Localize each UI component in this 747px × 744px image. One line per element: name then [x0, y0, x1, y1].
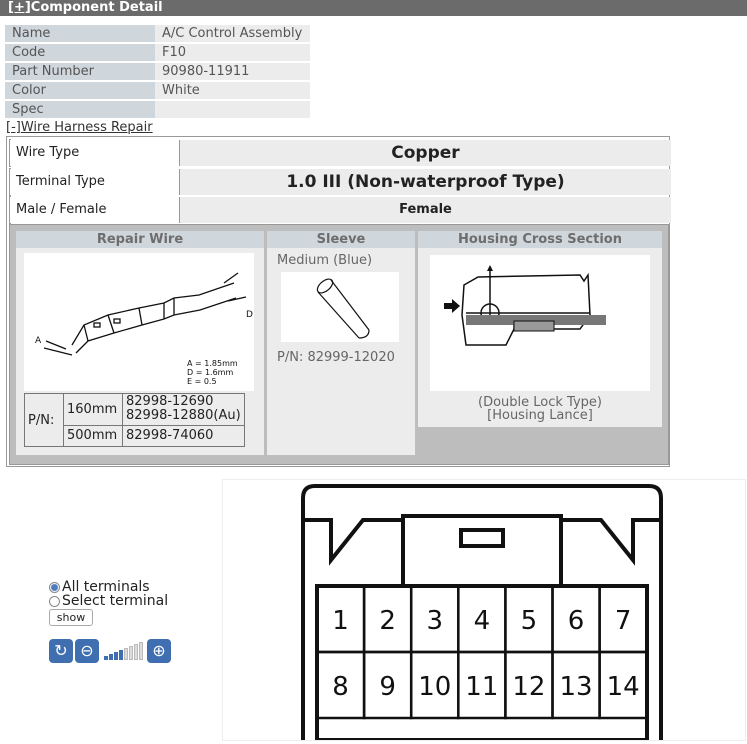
zoom-level-bar[interactable] — [129, 646, 133, 660]
sleeve-desc: Medium (Blue) — [277, 253, 373, 268]
radio-all-terminals-label[interactable]: All terminals — [62, 579, 150, 595]
component-detail-header — [0, 0, 747, 16]
male-female-row — [9, 196, 452, 224]
sleeve-pn: P/N: 82999-12020 — [277, 350, 395, 365]
component-detail-toggle[interactable]: [+] — [8, 0, 31, 15]
info-label: Code — [5, 44, 155, 61]
repair-parts-area — [9, 224, 669, 465]
wire-harness-repair-link[interactable] — [6, 120, 153, 135]
terminal-number[interactable]: 7 — [614, 606, 632, 636]
radio-all-terminals-circle[interactable] — [49, 582, 60, 593]
pn-length: 500mm — [64, 425, 123, 446]
wire-harness-panel — [6, 136, 670, 467]
dim-a-label: A — [35, 336, 42, 346]
wire-type-value: Copper — [179, 140, 671, 166]
info-value: White — [155, 82, 310, 99]
sleeve-panel — [267, 231, 415, 455]
terminal-type-value: 1.0 III (Non-waterproof Type) — [179, 169, 671, 195]
connector-diagram — [222, 479, 746, 741]
refresh-icon: ↻ — [54, 641, 68, 660]
repair-wire-panel — [16, 231, 264, 455]
info-value: F10 — [155, 44, 310, 61]
repair-wire-diagram — [24, 253, 254, 391]
dim-a-text: A = 1.85mm — [187, 359, 238, 368]
pn-part: 82998-12690 — [126, 394, 214, 410]
info-label: Color — [5, 82, 155, 99]
dim-d-label: D — [246, 310, 253, 320]
terminal-number[interactable]: 12 — [512, 672, 546, 702]
info-row-name — [5, 25, 310, 42]
zoom-level-bar[interactable] — [119, 650, 123, 660]
wire-type-label: Wire Type — [10, 140, 180, 166]
component-detail-title: Component Detail — [30, 0, 163, 15]
housing-diagram — [430, 255, 650, 391]
sleeve-title: Sleeve — [267, 231, 415, 248]
radio-select-terminal[interactable] — [49, 594, 168, 608]
radio-select-terminal-label[interactable]: Select terminal — [62, 593, 169, 609]
info-label: Spec — [5, 101, 155, 118]
terminal-number[interactable]: 14 — [606, 672, 640, 702]
component-info-table — [5, 23, 310, 120]
sleeve-image — [281, 272, 399, 342]
zoom-level-bar[interactable] — [104, 656, 108, 660]
sleeve-diagram — [281, 272, 399, 342]
info-row-spec — [5, 101, 310, 118]
terminal-number[interactable]: 10 — [418, 672, 452, 702]
repair-wire-image — [24, 253, 254, 391]
zoom-out-button[interactable] — [75, 639, 99, 663]
housing-caption-1: (Double Lock Type) — [478, 395, 602, 410]
zoom-level-bar[interactable] — [139, 642, 143, 660]
terminal-number[interactable]: 2 — [379, 606, 396, 636]
dim-d-text: D = 1.6mm — [187, 368, 234, 377]
terminal-type-label: Terminal Type — [10, 169, 180, 195]
terminal-number[interactable]: 4 — [473, 606, 491, 636]
info-row-part-number — [5, 63, 310, 80]
housing-panel — [418, 231, 662, 427]
zoom-level-indicator[interactable] — [104, 642, 144, 660]
repair-wire-pn-table — [24, 393, 245, 447]
repair-wire-title: Repair Wire — [16, 231, 264, 248]
male-female-value: Female — [179, 197, 671, 223]
zoom-controls — [49, 639, 173, 663]
info-row-code — [5, 44, 310, 61]
terminal-number[interactable]: 1 — [332, 606, 349, 636]
info-label: Part Number — [5, 63, 155, 80]
pn-part: 82998-12880(Au) — [126, 408, 241, 424]
info-value — [155, 101, 310, 118]
housing-image — [430, 255, 650, 391]
zoom-level-bar[interactable] — [134, 644, 138, 660]
zoom-in-icon: ⊕ — [152, 641, 166, 660]
reset-zoom-button[interactable] — [49, 639, 73, 663]
wire-type-row — [9, 139, 460, 167]
terminal-number[interactable]: 13 — [559, 672, 593, 702]
zoom-level-bar[interactable] — [114, 652, 118, 660]
male-female-label: Male / Female — [10, 197, 180, 223]
terminal-number[interactable]: 8 — [332, 672, 349, 702]
radio-select-terminal-circle[interactable] — [49, 596, 60, 607]
terminal-number[interactable]: 11 — [465, 672, 499, 702]
show-button[interactable]: show — [49, 609, 93, 626]
radio-all-terminals[interactable] — [49, 580, 168, 594]
terminal-number[interactable]: 5 — [520, 606, 538, 636]
housing-title: Housing Cross Section — [418, 231, 662, 248]
pn-part: 82998-74060 — [123, 425, 245, 446]
pn-length: 160mm — [64, 394, 123, 426]
connector-face-image — [223, 480, 745, 740]
zoom-in-button[interactable] — [147, 639, 171, 663]
housing-caption-2: [Housing Lance] — [487, 408, 593, 423]
zoom-level-bar[interactable] — [109, 654, 113, 660]
wire-harness-link-label[interactable]: Wire Harness Repair — [20, 120, 153, 135]
zoom-level-bar[interactable] — [124, 648, 128, 660]
terminal-number[interactable]: 6 — [567, 606, 585, 636]
zoom-out-icon: ⊖ — [80, 641, 94, 660]
pn-label: P/N: — [25, 394, 64, 447]
wire-harness-toggle[interactable]: [-] — [6, 120, 21, 135]
info-label: Name — [5, 25, 155, 42]
dim-e-text: E = 0.5 — [187, 377, 217, 386]
info-value: A/C Control Assembly — [155, 25, 310, 42]
terminal-select-group — [49, 580, 168, 608]
terminal-number[interactable]: 9 — [379, 672, 396, 702]
info-value: 90980-11911 — [155, 63, 310, 80]
info-row-color — [5, 82, 310, 99]
terminal-type-row — [9, 168, 565, 196]
terminal-number[interactable]: 3 — [426, 606, 444, 636]
